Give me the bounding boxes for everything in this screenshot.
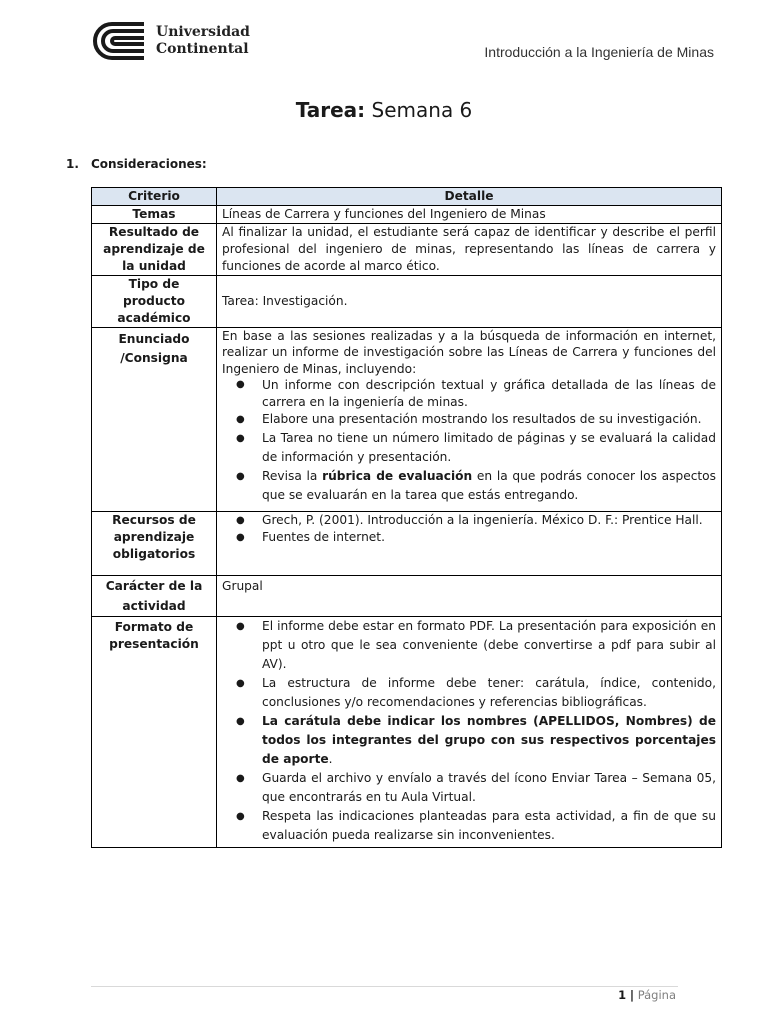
list-item: ● La estructura de informe debe tener: carátula, índice, contenido, conclusiones y/o recomendaciones y referencias bibliográficas.	[262, 674, 716, 712]
formato-list	[222, 617, 716, 845]
enunciado-intro: En base a las sesiones realizadas y a la búsqueda de información en internet, realizar un informe de investigación sobre las Líneas de Carrera y funciones del Ingeniero de Minas, incluyendo:	[222, 329, 716, 376]
table-row	[92, 617, 722, 848]
row-detalle: Grupal	[217, 576, 722, 617]
row-criterio: Formato de presentación	[92, 617, 217, 848]
row-criterio: Carácter de la actividad	[92, 576, 217, 617]
table-row	[92, 206, 722, 224]
table-header-row	[92, 188, 722, 206]
table-row	[92, 328, 722, 512]
footer-divider	[91, 986, 678, 987]
detalle-text: Tarea: Investigación.	[222, 294, 348, 308]
row-detalle	[217, 617, 722, 848]
table-row	[92, 512, 722, 576]
list-item: ● Un informe con descripción textual y gráfica detallada de las líneas de carrera en la ingeniería de minas.	[262, 377, 716, 410]
section-label: Consideraciones:	[91, 157, 207, 171]
header-criterio: Criterio	[92, 188, 217, 206]
item-text: Revisa la	[262, 469, 323, 484]
rubric-link-text: rúbrica de evaluación	[322, 469, 473, 484]
section-number: 1.	[66, 157, 79, 171]
item-text: .	[328, 752, 333, 767]
row-criterio: Resultado de aprendizaje de la unidad	[92, 224, 217, 276]
criterio-text: Enunciado /Consigna	[118, 332, 190, 365]
item-bold-text: La carátula debe indicar los nombres (APELLIDOS, Nombres) de todos los integrantes del grupo con sus respectivos porcentajes de aporte	[262, 714, 716, 767]
row-criterio: Temas	[92, 206, 217, 224]
list-item	[262, 467, 716, 505]
recursos-list	[222, 512, 716, 546]
list-item: ● Elabore una presentación mostrando los resultados de su investigación.	[262, 410, 716, 429]
list-item: ● Fuentes de internet.	[262, 529, 716, 546]
list-item: ● Grech, P. (2001). Introducción a la ingeniería. México D. F.: Prentice Hall.	[262, 512, 716, 529]
row-detalle	[217, 276, 722, 328]
page-label: Página	[637, 988, 676, 1002]
enunciado-list	[222, 377, 716, 505]
row-criterio: Recursos de aprendizaje obligatorios	[92, 512, 217, 576]
list-item: ● Respeta las indicaciones planteadas para esta actividad, a fin de que su evaluación pueda realizarse sin inconvenientes.	[262, 807, 716, 845]
list-item: ● La Tarea no tiene un número limitado de páginas y se evaluará la calidad de información y presentación.	[262, 429, 716, 467]
logo-line-2: Continental	[156, 41, 249, 57]
row-criterio: Tipo de producto académico	[92, 276, 217, 328]
row-detalle: Líneas de Carrera y funciones del Ingeniero de Minas	[217, 206, 722, 224]
university-logo	[92, 20, 250, 62]
course-name: Introducción a la Ingeniería de Minas	[484, 44, 714, 60]
list-item	[262, 712, 716, 769]
page-number: 1	[618, 988, 627, 1002]
considerations-table	[91, 187, 722, 848]
row-detalle	[217, 328, 722, 512]
title-rest: Semana 6	[371, 98, 473, 122]
page-title	[0, 98, 768, 122]
university-logo-icon	[92, 20, 148, 62]
logo-line-1: Universidad	[156, 24, 250, 40]
footer-separator: |	[629, 988, 635, 1002]
table-row	[92, 224, 722, 276]
table-row	[92, 276, 722, 328]
item-text: en la que podrás conocer los aspectos que se evaluarán en la tarea que estás entregando.	[262, 469, 716, 503]
row-criterio	[92, 328, 217, 512]
title-bold: Tarea:	[295, 98, 366, 122]
row-detalle: Al finalizar la unidad, el estudiante será capaz de identificar y describe el perfil profesional del ingeniero de minas, representando las líneas de carrera y funciones de acorde al marco ético.	[217, 224, 722, 276]
table-row	[92, 576, 722, 617]
header-detalle: Detalle	[217, 188, 722, 206]
page-footer	[618, 988, 676, 1002]
list-item: ● Guarda el archivo y envíalo a través del ícono Enviar Tarea – Semana 05, que encontrarás en tu Aula Virtual.	[262, 769, 716, 807]
row-detalle	[217, 512, 722, 576]
list-item: ● El informe debe estar en formato PDF. La presentación para exposición en ppt u otro que le sea conveniente (debe convertirse a pdf para subir al AV).	[262, 617, 716, 674]
section-heading	[66, 157, 207, 171]
